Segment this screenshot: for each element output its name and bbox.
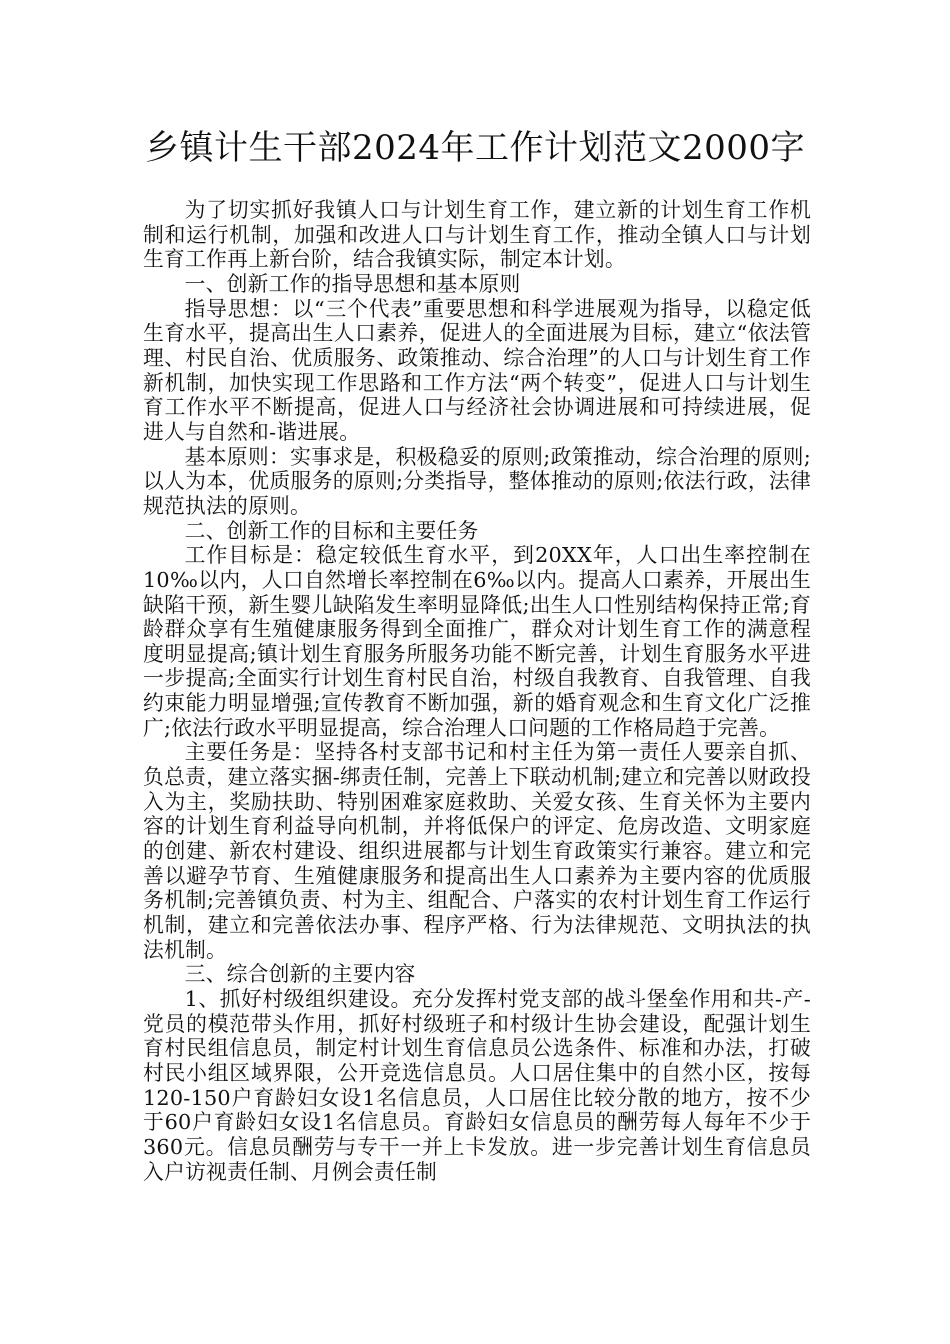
paragraph-intro: 为了切实抓好我镇人口与计划生育工作，建立新的计划生育工作机制和运行机制，加强和改进人口与计划生育工作，推动全镇人口与计划生育工作再上新台阶，结合我镇实际，制定本计划。 [143, 198, 811, 272]
section-heading-3: 三、综合创新的主要内容 [184, 962, 416, 987]
paragraph-work-goals: 工作目标是：稳定较低生育水平，到20XX年，人口出生率控制在10‰以内，人口自然增长率控制在6‰以内。提高人口素养，开展出生缺陷干预，新生婴儿缺陷发生率明显降低;出生人口性别结构保持正常;育龄群众享有生殖健康服务得到全面推广，群众对计划生育工作的满意程度明显提高;镇计划生育服务所服务功能不断完善，计划生育服务水平进一步提高;全面实行计划生育村民自治，村级自我教育、自我管理、自我约束能力明显增强;宣传教育不断加强，新的婚育观念和生育文化广泛推广;依法行政水平明显提高，综合治理人口问题的工作格局趋于完善。 [143, 543, 811, 740]
paragraph-guiding-thought: 指导思想：以“三个代表”重要思想和科学进展观为指导，以稳定低生育水平，提高出生人口素养，促进人的全面进展为目标，建立“依法管理、村民自治、优质服务、政策推动、综合治理”的人口与计划生育工作新机制，加快实现工作思路和工作方法“两个转变”，促进人口与计划生育工作水平不断提高，促进人口与经济社会协调进展和可持续进展，促进人与自然和-谐进展。 [143, 296, 811, 444]
paragraph-village-organization: 1、抓好村级组织建设。充分发挥村党支部的战斗堡垒作用和共-产-党员的模范带头作用，抓好村级班子和村级计生协会建设，配强计划生育村民组信息员，制定村计划生育信息员公选条件、标准和办法，打破村民小组区域界限，公开竞选信息员。人口居住集中的自然小区，按每120-150户育龄妇女设1名信息员，人口居住比较分散的地方，按不少于60户育龄妇女设1名信息员。育龄妇女信息员的酬劳每人每年不少于360元。信息员酬劳与专干一并上卡发放。进一步完善计划生育信息员入户访视责任制、月例会责任制 [143, 987, 811, 1184]
paragraph-main-tasks: 主要任务是：坚持各村支部书记和村主任为第一责任人要亲自抓、负总责，建立落实捆-绑责任制，完善上下联动机制;建立和完善以财政投入为主，奖励扶助、特别困难家庭救助、关爱女孩、生育关怀为主要内容的计划生育利益导向机制，并将低保户的评定、危房改造、文明家庭的创建、新农村建设、组织进展都与计划生育政策实行兼容。建立和完善以避孕节育、生殖健康服务和提高出生人口素养为主要内容的优质服务机制;完善镇负责、村为主、组配合、户落实的农村计划生育工作运行机制，建立和完善依法办事、程序严格、行为法律规范、文明执法的执法机制。 [143, 740, 811, 962]
document-body [143, 198, 811, 1184]
paragraph-basic-principles: 基本原则：实事求是，积极稳妥的原则;政策推动，综合治理的原则;以人为本，优质服务的原则;分类指导，整体推动的原则;依法行政，法律规范执法的原则。 [143, 444, 811, 518]
section-heading-2: 二、创新工作的目标和主要任务 [184, 518, 479, 543]
section-heading-1: 一、创新工作的指导思想和基本原则 [184, 271, 521, 296]
document-title: 乡镇计生干部2024年工作计划范文2000字 [144, 128, 806, 168]
